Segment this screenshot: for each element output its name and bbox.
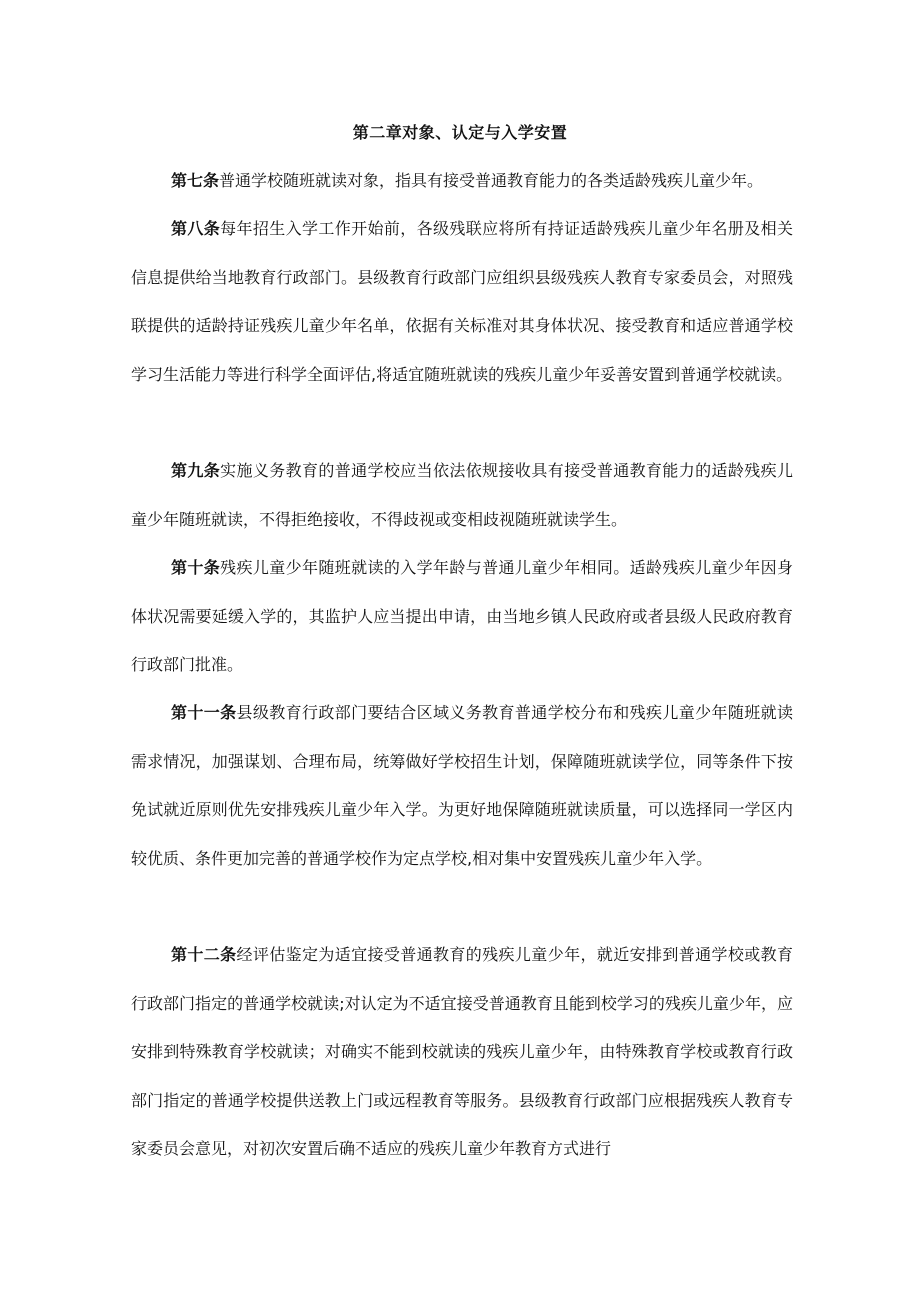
article-number: 第九条 [171, 461, 221, 480]
article-text: 每年招生入学工作开始前，各级残联应将所有持证适龄残疾儿童少年名册及相关信息提供给当地教育行政部门。县级教育行政部门应组织县级残疾人教育专家委员会，对照残联提供的适龄持证残疾儿童少年名单，依据有关标准对其身体状况、接受教育和适应普通学校学习生活能力等进行科学全面评估,将适宜随班就读的残疾儿童少年妥善安置到普通学校就读。 [131, 219, 793, 384]
article-paragraph [131, 931, 793, 1174]
article-paragraph [131, 205, 793, 399]
chapter-title: 第二章对象、认定与入学安置 [352, 123, 568, 142]
article-number: 第十二条 [171, 945, 237, 964]
article-text: 残疾儿童少年随班就读的入学年龄与普通儿童少年相同。适龄残疾儿童少年因身体状况需要延缓入学的，其监护人应当提出申请，由当地乡镇人民政府或者县级人民政府教育行政部门批准。 [131, 558, 793, 674]
article-paragraph [131, 689, 793, 883]
article-number: 第十条 [171, 558, 221, 577]
article-text: 经评估鉴定为适宜接受普通教育的残疾儿童少年，就近安排到普通学校或教育行政部门指定的普通学校就读;对认定为不适宜接受普通教育且能到校学习的残疾儿童少年，应安排到特殊教育学校就读；对确实不能到校就读的残疾儿童少年，由特殊教育学校或教育行政部门指定的普通学校提供送教上门或远程教育等服务。县级教育行政部门应根据残疾人教育专家委员会意见，对初次安置后确不适应的残疾儿童少年教育方式进行 [131, 945, 793, 1158]
article-text: 实施义务教育的普通学校应当依法依规接收具有接受普通教育能力的适龄残疾儿童少年随班就读，不得拒绝接收，不得歧视或变相歧视随班就读学生。 [131, 461, 793, 529]
article-number: 第七条 [171, 171, 220, 190]
article-paragraph [131, 157, 793, 206]
article-number: 第八条 [171, 219, 221, 238]
article-text: 普通学校随班就读对象，指具有接受普通教育能力的各类适龄残疾儿童少年。 [219, 171, 764, 190]
article-paragraph [131, 447, 793, 544]
article-text: 县级教育行政部门要结合区域义务教育普通学校分布和残疾儿童少年随班就读需求情况，加强谋划、合理布局，统筹做好学校招生计划，保障随班就读学位，同等条件下按免试就近原则优先安排残疾儿童少年入学。为更好地保障随班就读质量，可以选择同一学区内较优质、条件更加完善的普通学校作为定点学校,相对集中安置残疾儿童少年入学。 [131, 703, 793, 868]
article-paragraph [131, 544, 793, 690]
article-number: 第十一条 [171, 703, 237, 722]
